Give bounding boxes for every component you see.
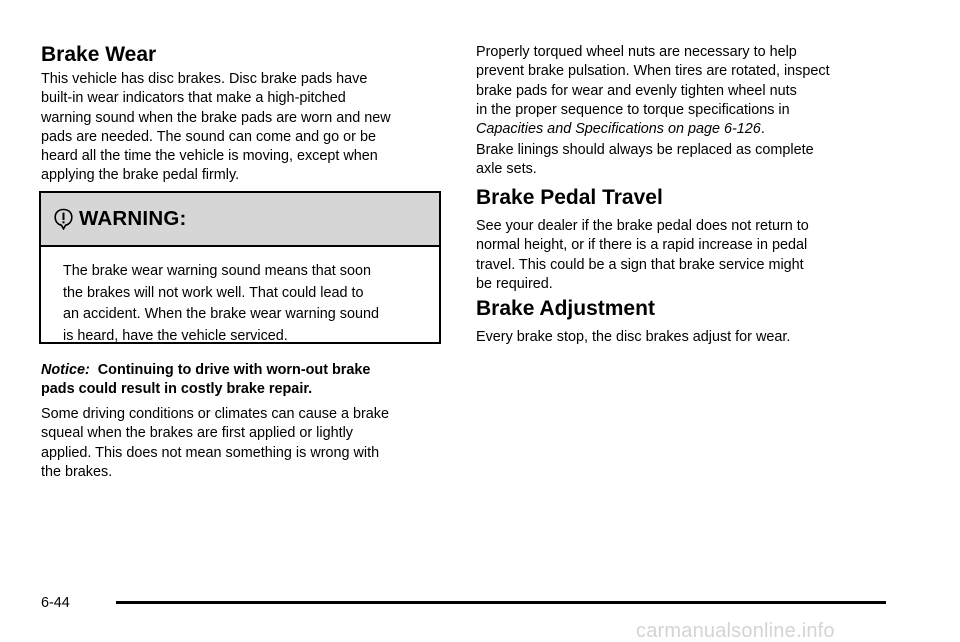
brake-wear-line: applying the brake pedal firmly.	[41, 167, 240, 184]
warning-line: an accident. When the brake wear warning sound	[63, 306, 379, 323]
brake-adjustment-heading: Brake Adjustment	[476, 297, 655, 320]
wheel-nuts-line: Properly torqued wheel nuts are necessary to help	[476, 44, 797, 60]
brake-pedal-line: be required.	[476, 275, 553, 292]
watermark: carmanualsonline.info	[636, 620, 835, 642]
brake-linings-paragraph	[476, 141, 814, 180]
brake-wear-line: pads are needed. The sound can come and go or be	[41, 128, 376, 145]
squeal-line: squeal when the brakes are first applied or lightly	[41, 425, 353, 442]
brake-wear-line: This vehicle has disc brakes. Disc brake pads have	[41, 71, 368, 87]
warning-line: the brakes will not work well. That could lead to	[63, 284, 364, 301]
warning-line: is heard, have the vehicle serviced.	[63, 327, 288, 344]
brake-adjustment-paragraph: Every brake stop, the disc brakes adjust for wear.	[476, 329, 791, 345]
page-footer	[41, 592, 886, 612]
squeal-line: Some driving conditions or climates can cause a brake	[41, 406, 389, 422]
notice-line: Continuing to drive with worn-out brake	[97, 362, 371, 378]
warning-label: WARNING:	[79, 207, 187, 230]
brake-pedal-line: See your dealer if the brake pedal does not return to	[476, 218, 809, 234]
brake-linings-line: axle sets.	[476, 161, 537, 178]
wheel-nuts-line: brake pads for wear and evenly tighten wheel nuts	[476, 82, 797, 99]
brake-linings-line: Brake linings should always be replaced as complete	[476, 142, 814, 158]
squeal-line: the brakes.	[41, 463, 113, 480]
brake-pedal-line: travel. This could be a sign that brake service might	[476, 256, 804, 273]
warning-line: The brake wear warning sound means that soon	[63, 263, 371, 279]
squeal-line: applied. This does not mean something is wrong with	[41, 444, 380, 461]
squeal-paragraph	[41, 405, 389, 482]
reference-period: .	[760, 121, 765, 138]
brake-pedal-travel-heading: Brake Pedal Travel	[476, 186, 663, 209]
page-number: 6-44	[41, 595, 70, 611]
wheel-nuts-paragraph	[476, 43, 830, 139]
notice-paragraph	[41, 361, 370, 400]
wheel-nuts-line: in the proper sequence to torque specifications in	[476, 101, 790, 118]
capacities-reference-link[interactable]: Capacities and Specifications on page 6-126	[476, 121, 761, 138]
warning-box	[39, 191, 441, 344]
brake-wear-heading: Brake Wear	[41, 43, 157, 66]
notice-label: Notice:	[41, 362, 90, 378]
notice-line: pads could result in costly brake repair.	[41, 381, 313, 398]
warning-body	[41, 247, 439, 347]
warning-circle-icon	[54, 208, 73, 230]
footer-rule	[116, 601, 886, 604]
brake-wear-line: warning sound when the brake pads are worn and new	[41, 109, 391, 126]
warning-header	[41, 193, 439, 247]
brake-wear-line: heard all the time the vehicle is moving, except when	[41, 148, 378, 165]
wheel-nuts-line: prevent brake pulsation. When tires are rotated, inspect	[476, 63, 830, 80]
warning-text	[63, 261, 425, 347]
brake-pedal-line: normal height, or if there is a rapid increase in pedal	[476, 237, 808, 254]
brake-wear-line: built-in wear indicators that make a high-pitched	[41, 90, 346, 107]
brake-wear-paragraph	[41, 70, 391, 186]
brake-pedal-paragraph	[476, 217, 809, 294]
